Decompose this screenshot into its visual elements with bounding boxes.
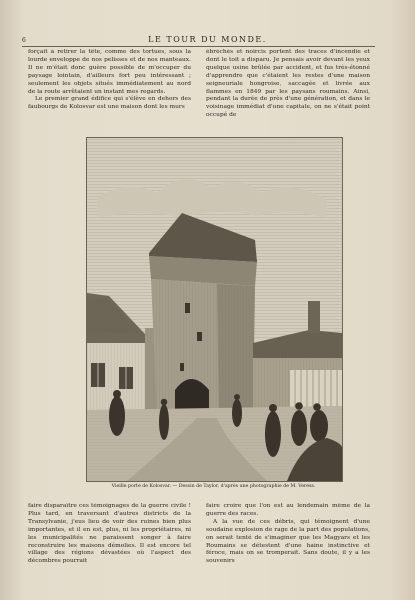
header-rule	[22, 46, 375, 47]
paragraph: forçait à retirer la tête, comme des tortues, sous la lourde enveloppe de nos pelisses et de nos manteaux. Il ne m'était donc guère possible de m'occuper du paysage lointain, d'ailleurs fort peu intéressant ; seulement les objets situés immédiatement au nord de la route arrêtaient un instant mes regards.	[28, 49, 191, 95]
figure-caption: Vieille porte de Kolosvar. — Dessin de Taylor, d'après une photographie de M. Veress.	[111, 484, 316, 489]
running-title: LE TOUR DU MONDE.	[148, 35, 267, 44]
engraving-illustration	[86, 137, 343, 482]
column-top-right	[206, 49, 370, 121]
paragraph: faire croire que l'on est au lendemain même de la guerre des races.	[206, 503, 370, 517]
page-number: 6	[22, 37, 26, 44]
column-top-left	[28, 49, 191, 113]
column-bottom-right	[206, 503, 370, 600]
paragraph: faire disparaître ces témoignages de la guerre civile ! Plus tard, en traversant d'autres districts de la Transylvanie, j'eus lieu de voir des ruines bien plus importantes, et il en est, plus, ni les propriétaires, ni les municipalités ne paraissent songer à faire reconstruire les maisons démolies. Il est encore tel village des régions dévastées où l'aspect des décombres pourrait	[28, 503, 191, 565]
paragraph: Le premier grand édifice qui s'élève en dehors des faubourgs de Kolosvar est une maison dont les murs	[28, 96, 191, 111]
paragraph: ébréchés et noircis portent des traces d'incendie et dont le toit a disparu. Je pensais avoir devant les yeux quelque usine brûlée par accident, et fus très-étonné d'apprendre que c'étaient les restes d'une maison seigneuriale hongroise, saccagée et livrée aux flammes en 1849 par les paysans roumains. Ainsi, pendant la durée de près d'une génération, et dans le voisinage immédiat d'une capitale, on ne s'était point occupé de	[206, 49, 370, 119]
paragraph: A la vue de ces débris, qui témoignent d'une soudaine explosion de rage de la part des populations, on serait tenté de s'imaginer que les Magyars et les Roumains se détestent d'une haine instinctive et féroce, mais on se tromperait. Sans doute, il y a les souvenirs	[206, 518, 370, 565]
column-bottom-left	[28, 503, 191, 600]
